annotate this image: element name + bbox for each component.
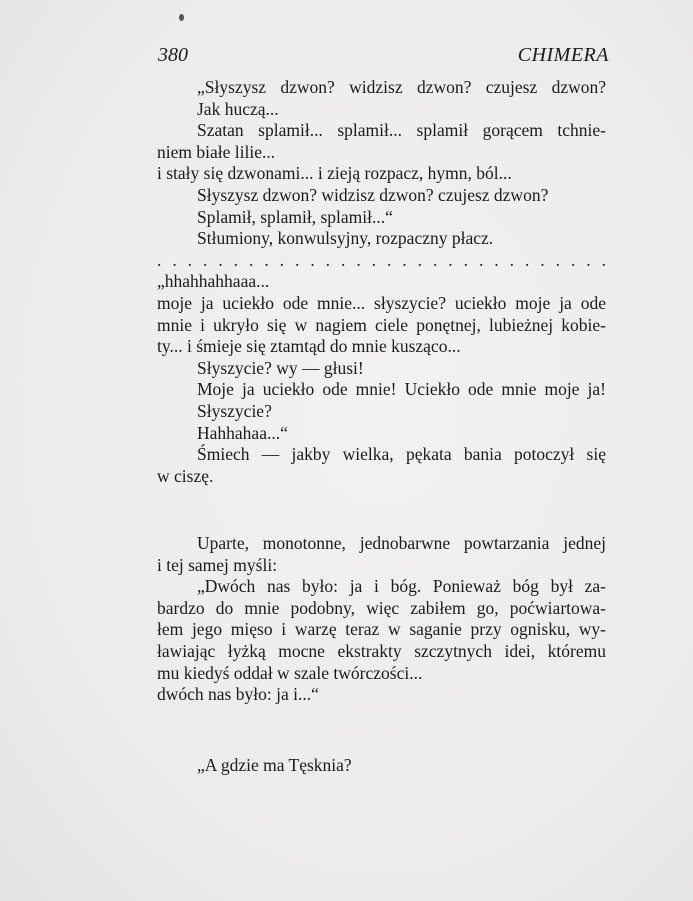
- text-line: moje ja uciekło ode mnie... słyszycie? uciekło moje ja ode: [157, 293, 606, 313]
- ink-speck: [179, 14, 184, 21]
- text-line: Szatan splamił... splamił... splamił gorącem tchnie-: [197, 120, 606, 140]
- text-line: dwóch nas było: ja i...“: [157, 684, 319, 704]
- text-line: Śmiech — jakby wielka, pękata bania potoczył się: [197, 444, 606, 464]
- page-number: 380: [158, 44, 188, 66]
- text-line: Stłumiony, konwulsyjny, rozpaczny płacz.: [197, 228, 494, 248]
- text-line: „hhahhahhaaa...: [157, 271, 270, 291]
- text-line: „A gdzie ma Tęsknia?: [197, 755, 352, 775]
- text-line: ławiając łyżką mocne ekstrakty szczytnych idei, któremu: [157, 641, 606, 661]
- text-line: ty... i śmieje się ztamtąd do mnie kusząco...: [157, 336, 461, 356]
- text-line: Słyszysz dzwon? widzisz dzwon? czujesz dzwon?: [197, 185, 549, 205]
- text-line: Jak huczą...: [197, 99, 279, 119]
- text-line: Moje ja uciekło ode mnie! Uciekło ode mnie moje ja!: [197, 379, 606, 399]
- ellipsis-divider: . . . . . . . . . . . . . . . . . . . . . . . . . . . . . .: [157, 250, 606, 270]
- text-line: w ciszę.: [157, 466, 214, 486]
- text-line: łem jego mięso i warzę teraz w saganie przy ognisku, wy-: [157, 619, 606, 639]
- text-line: mu kiedyś oddał w szale twórczości...: [157, 663, 423, 683]
- text-line: „Dwóch nas było: ja i bóg. Ponieważ bóg był za-: [197, 576, 606, 596]
- text-line: mnie i ukryło się w nagiem ciele ponętnej, lubieżnej kobie-: [157, 315, 606, 335]
- running-title: CHIMERA: [517, 44, 609, 66]
- text-line: Hahhahaa...“: [197, 423, 288, 443]
- text-line: i stały się dzwonami... i zieją rozpacz, hymn, ból...: [157, 163, 512, 183]
- text-line: Uparte, monotonne, jednobarwne powtarzania jednej: [197, 533, 606, 553]
- text-line: bardzo do mnie podobny, więc zabiłem go, poćwiartowa-: [157, 598, 606, 618]
- text-line: Splamił, splamił, splamił...“: [197, 207, 393, 227]
- text-line: Słyszycie?: [197, 401, 272, 421]
- text-line: i tej samej myśli:: [157, 555, 278, 575]
- text-line: „Słyszysz dzwon? widzisz dzwon? czujesz dzwon?: [197, 77, 606, 97]
- text-line: niem białe lilie...: [157, 142, 276, 162]
- text-line: Słyszycie? wy — głusi!: [197, 358, 364, 378]
